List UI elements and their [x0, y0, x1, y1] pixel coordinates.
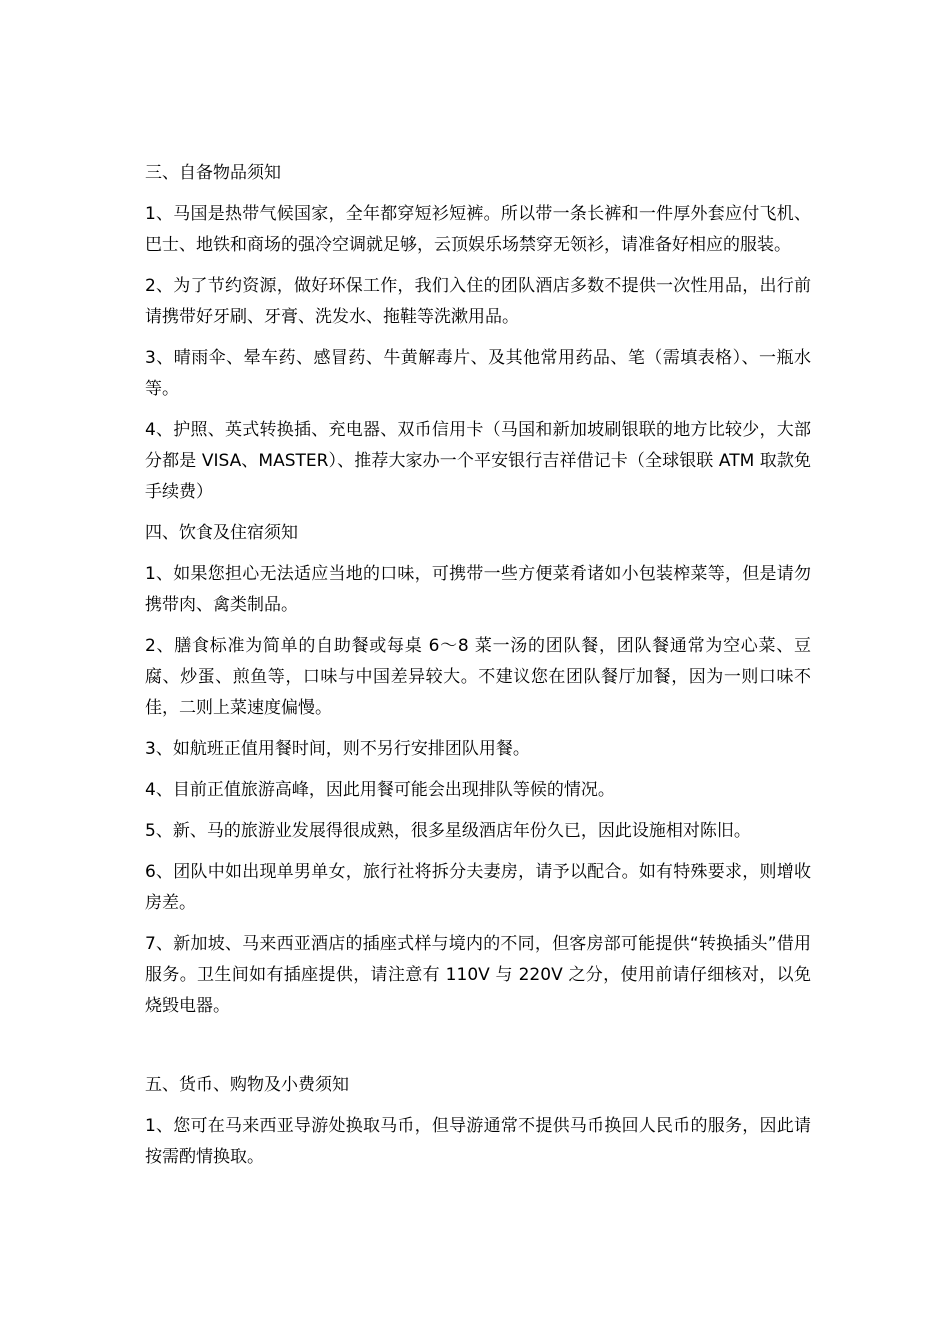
list-item: 1、如果您担心无法适应当地的口味，可携带一些方便菜肴诸如小包装榨菜等，但是请勿携带肉、禽类制品。 [145, 564, 811, 615]
list-item: 1、马国是热带气候国家，全年都穿短衫短裤。所以带一条长裤和一件厚外套应付飞机、巴士、地铁和商场的强冷空调就足够，云顶娱乐场禁穿无领衫，请准备好相应的服装。 [145, 204, 811, 255]
list-item: 2、为了节约资源，做好环保工作，我们入住的团队酒店多数不提供一次性用品，出行前请携带好牙刷、牙膏、洗发水、拖鞋等洗漱用品。 [145, 276, 811, 327]
section-heading-3: 三、自备物品须知 [145, 163, 281, 183]
list-item: 7、新加坡、马来西亚酒店的插座式样与境内的不同，但客房部可能提供“转换插头”借用服务。卫生间如有插座提供，请注意有 110V 与 220V 之分，使用前请仔细核对，以免烧毁电器。 [145, 934, 811, 1016]
list-item: 6、团队中如出现单男单女，旅行社将拆分夫妻房，请予以配合。如有特殊要求，则增收房差。 [145, 862, 811, 913]
list-item: 4、目前正值旅游高峰，因此用餐可能会出现排队等候的情况。 [145, 780, 615, 800]
list-item: 2、膳食标准为简单的自助餐或每桌 6～8 菜一汤的团队餐，团队餐通常为空心菜、豆腐、炒蛋、煎鱼等，口味与中国差异较大。不建议您在团队餐厅加餐，因为一则口味不佳，二则上菜速度偏慢。 [145, 636, 811, 718]
document-body [145, 158, 811, 1173]
list-item: 5、新、马的旅游业发展得很成熟，很多星级酒店年份久已，因此设施相对陈旧。 [145, 821, 751, 841]
list-item: 1、您可在马来西亚导游处换取马币，但导游通常不提供马币换回人民币的服务，因此请按需酌情换取。 [145, 1116, 811, 1167]
section-heading-5: 五、货币、购物及小费须知 [145, 1075, 349, 1095]
list-item: 3、如航班正值用餐时间，则不另行安排团队用餐。 [145, 739, 530, 759]
section-heading-4: 四、饮食及住宿须知 [145, 523, 298, 543]
list-item: 3、晴雨伞、晕车药、感冒药、牛黄解毒片、及其他常用药品、笔（需填表格）、一瓶水等。 [145, 348, 811, 399]
list-item: 4、护照、英式转换插、充电器、双币信用卡（马国和新加坡刷银联的地方比较少，大部分都是 VISA、MASTER）、推荐大家办一个平安银行吉祥借记卡（全球银联 ATM 取款免手续费） [145, 420, 811, 502]
